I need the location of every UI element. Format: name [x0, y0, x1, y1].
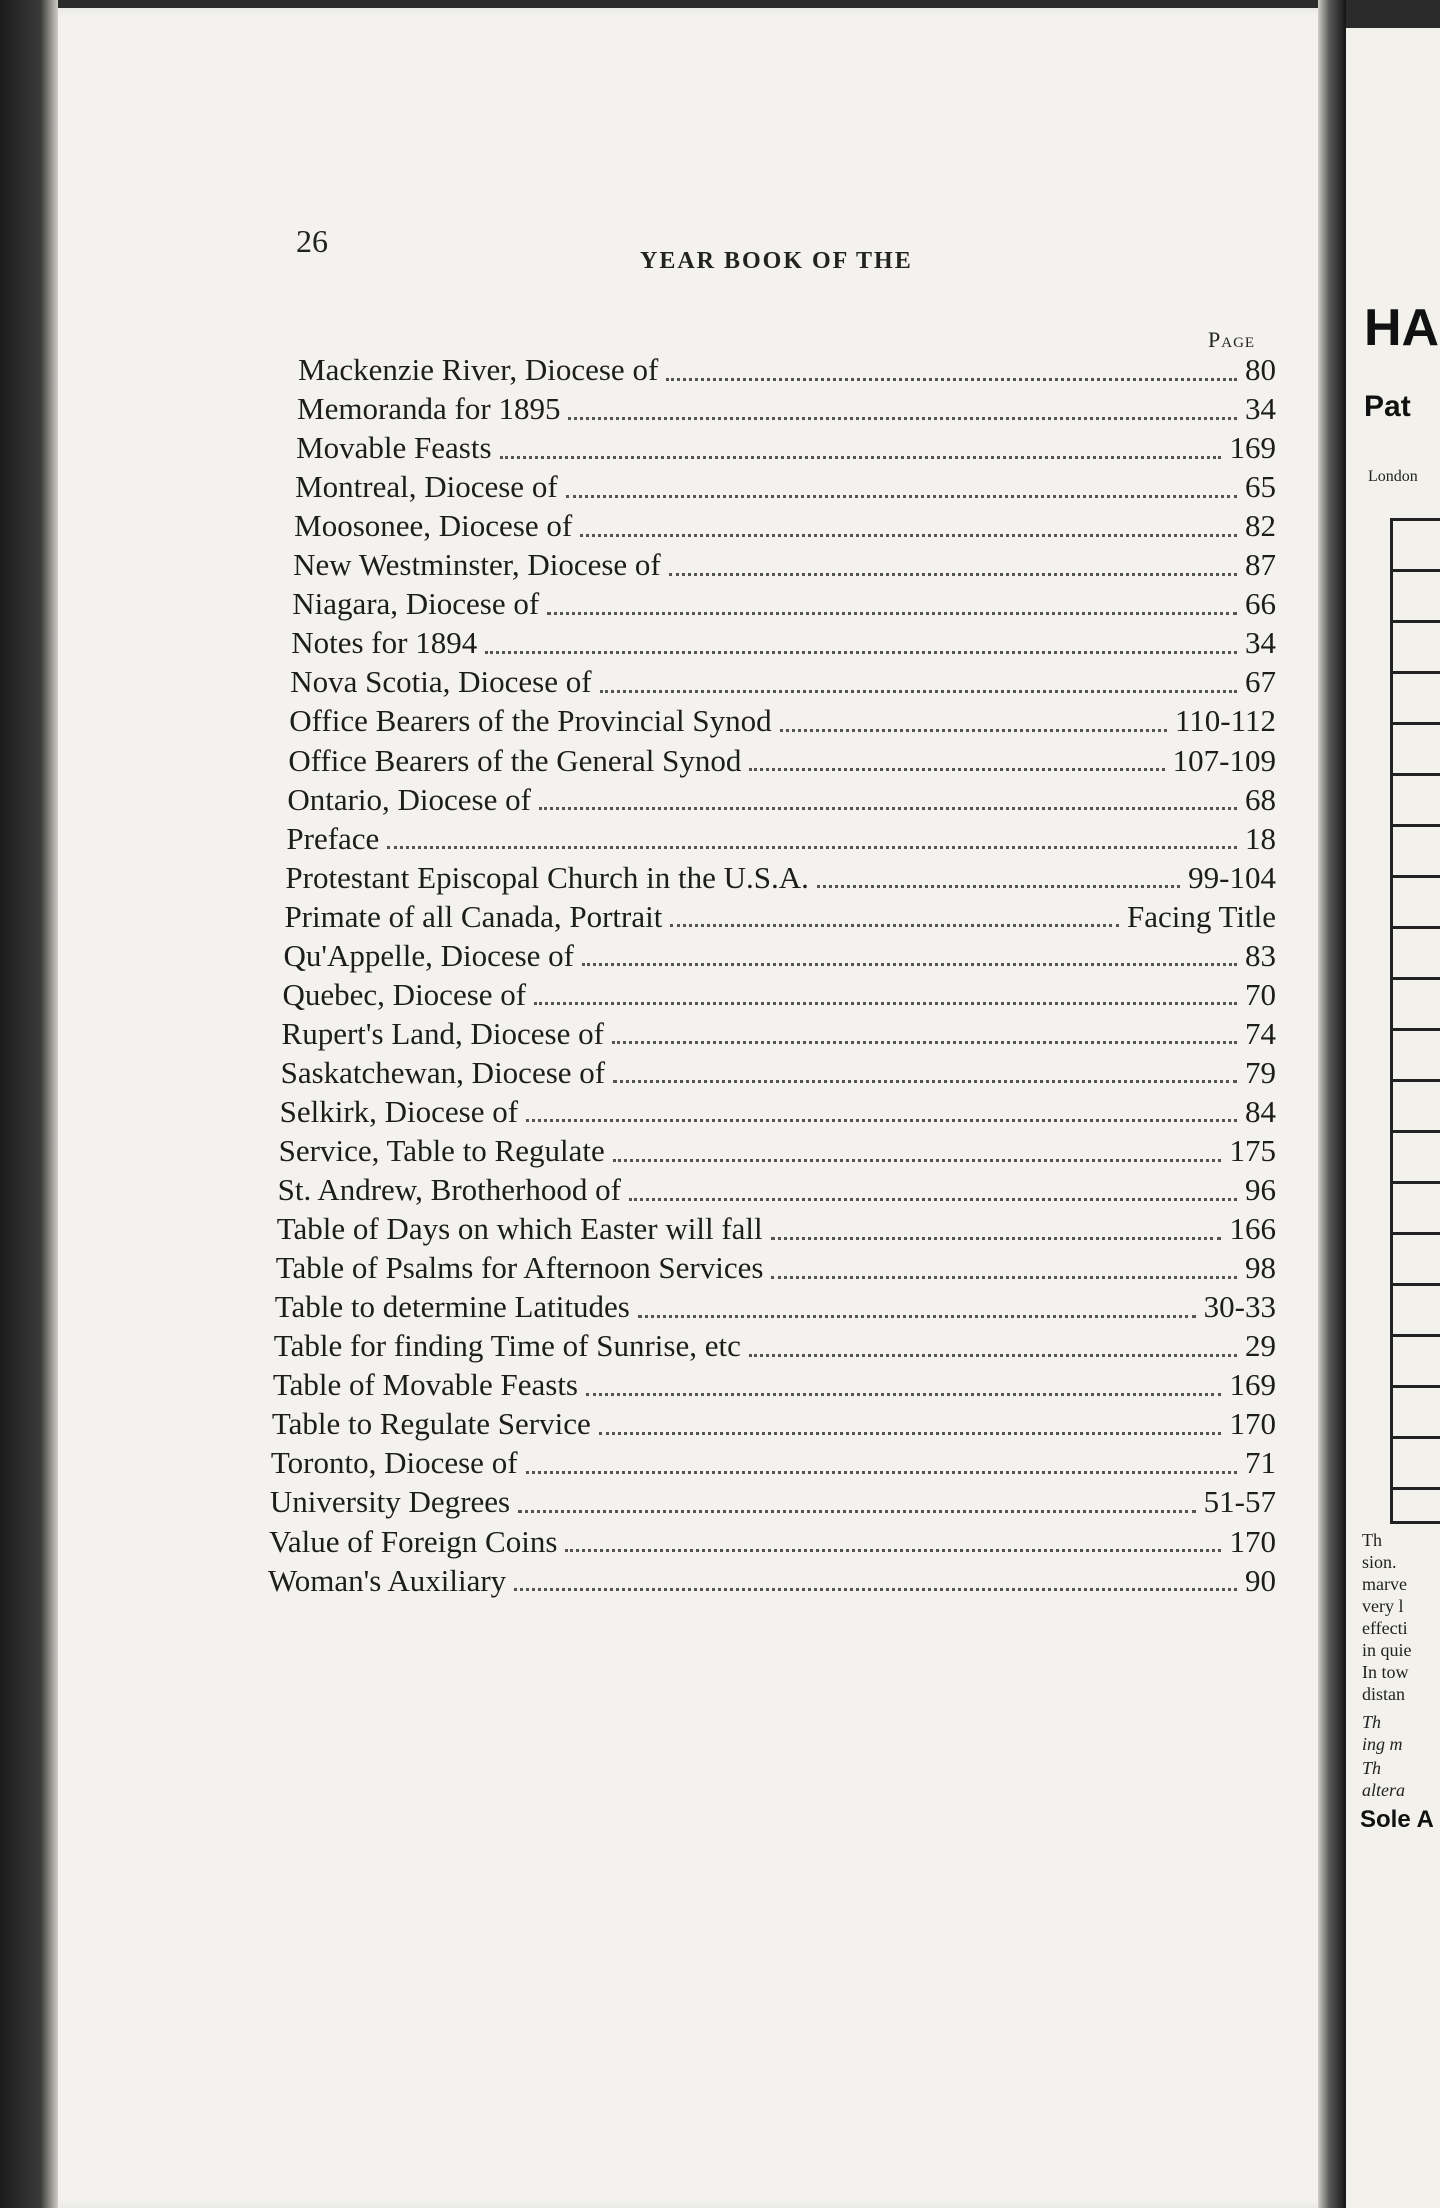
index-entry-page: 107-109 [1172, 742, 1276, 778]
index-entry-page: 87 [1244, 547, 1276, 583]
index-entry-label: University Degrees [269, 1484, 511, 1520]
index-entry [295, 469, 1276, 507]
dot-leader [817, 885, 1180, 888]
facing-page-text-line: Th [1362, 1530, 1382, 1550]
facing-page [1346, 28, 1440, 2208]
dot-leader [670, 924, 1119, 927]
dot-leader [612, 1041, 1237, 1044]
index-entry-label: Preface [286, 820, 380, 856]
dot-leader [568, 417, 1237, 420]
dot-leader [669, 573, 1237, 576]
index-entry-label: Office Bearers of the Provincial Synod [289, 703, 772, 739]
index-entry-page: 34 [1244, 625, 1276, 661]
index-entry-label: Table of Psalms for Afternoon Services [275, 1250, 764, 1286]
index-entry-page: 79 [1244, 1054, 1276, 1090]
index-entry-page: 67 [1244, 664, 1276, 700]
dot-leader [514, 1588, 1237, 1591]
index-entry-page: 66 [1244, 586, 1276, 622]
facing-page-text-line: distan [1362, 1684, 1405, 1704]
dot-leader [613, 1080, 1237, 1083]
index-entry [291, 625, 1276, 663]
index-entry [283, 938, 1276, 976]
running-head: YEAR BOOK OF THE [640, 248, 913, 274]
index-entry-page: 84 [1244, 1093, 1276, 1129]
index-entry-label: Moosonee, Diocese of [294, 508, 573, 544]
index-entry-label: St. Andrew, Brotherhood of [277, 1172, 621, 1208]
page-column-header: Page [1208, 327, 1256, 352]
dot-leader [629, 1198, 1237, 1201]
index-entry-page: 74 [1244, 1015, 1276, 1051]
index-entry [297, 391, 1276, 429]
dot-leader [749, 768, 1164, 771]
index-entry-label: Table of Movable Feasts [272, 1367, 578, 1403]
facing-page-text-line: ing m [1362, 1734, 1403, 1754]
index-entry-label: Ontario, Diocese of [287, 781, 531, 817]
index-entry [278, 1172, 1276, 1210]
index-entry [293, 547, 1276, 585]
index-entry-page: 170 [1229, 1406, 1276, 1442]
index-entry-page: 83 [1244, 937, 1276, 973]
index-entry-page: 96 [1244, 1172, 1276, 1208]
index-entry-label: Notes for 1894 [291, 625, 478, 661]
dot-leader [539, 807, 1237, 810]
index-entry-label: Saskatchewan, Diocese of [280, 1054, 606, 1090]
dot-leader [749, 1354, 1237, 1357]
index-entry [275, 1289, 1276, 1327]
dot-leader [566, 495, 1237, 498]
facing-page-text-line: in quie [1362, 1640, 1412, 1660]
index-entry [268, 1563, 1276, 1601]
facing-page-illustration [1390, 518, 1440, 1524]
index-entry [294, 508, 1276, 546]
facing-page-text-line: effecti [1362, 1618, 1408, 1638]
facing-page-footer: Sole A [1360, 1806, 1434, 1833]
index-entry-page: 30-33 [1203, 1289, 1276, 1325]
index-entry-page: 82 [1244, 508, 1276, 544]
index-entry [271, 1445, 1276, 1483]
index-entry [296, 430, 1276, 468]
facing-page-subtitle: Pat [1364, 390, 1411, 423]
index-entry-page: 169 [1229, 1367, 1276, 1403]
index-entry-label: Primate of all Canada, Portrait [284, 898, 663, 934]
facing-page-text-line: Th [1362, 1758, 1382, 1778]
facing-page-title: HA [1364, 299, 1440, 357]
index-entry-label: Rupert's Land, Diocese of [281, 1015, 604, 1051]
dot-leader [387, 846, 1237, 849]
index-entry [277, 1211, 1276, 1249]
index-entry-label: New Westminster, Diocese of [293, 547, 661, 583]
index-entry [270, 1484, 1276, 1522]
index-entry-page: 175 [1229, 1133, 1276, 1168]
dot-leader [771, 1237, 1222, 1240]
dot-leader [666, 378, 1237, 381]
index-entry [269, 1524, 1276, 1562]
index-entry-page: 34 [1244, 391, 1276, 427]
index-entry-label: Quebec, Diocese of [282, 976, 527, 1012]
page-number: 26 [296, 223, 328, 259]
index-entry-label: Nova Scotia, Diocese of [290, 664, 592, 700]
dot-leader [565, 1549, 1221, 1552]
dot-leader [780, 729, 1167, 732]
index-entry-label: Office Bearers of the General Synod [288, 742, 742, 778]
dot-leader [500, 456, 1222, 459]
index-entry-label: Movable Feasts [296, 430, 492, 466]
index-entry-page: 68 [1244, 781, 1276, 817]
dot-leader [547, 612, 1237, 615]
dot-leader [586, 1393, 1221, 1396]
index-entry [284, 899, 1276, 937]
index-entry-page: 166 [1229, 1211, 1276, 1247]
index-entry [282, 1016, 1276, 1054]
facing-page-text-line: marve [1362, 1574, 1407, 1594]
index-entry-page: 169 [1229, 430, 1276, 466]
index-entry [272, 1406, 1276, 1444]
index-entry [280, 1094, 1276, 1132]
index-entry [283, 977, 1276, 1015]
index-entry-label: Mackenzie River, Diocese of [298, 352, 659, 387]
dot-leader [526, 1119, 1237, 1122]
dot-leader [534, 1002, 1237, 1005]
dot-leader [580, 534, 1237, 537]
dot-leader [518, 1510, 1196, 1513]
index-entry-page: 18 [1244, 820, 1276, 856]
index-entry-label: Qu'Appelle, Diocese of [283, 937, 574, 973]
index-entry-page: Facing Title [1126, 898, 1276, 934]
dot-leader [771, 1276, 1237, 1279]
facing-page-text-line: In tow [1362, 1662, 1409, 1682]
index-entry [288, 743, 1276, 781]
index-entry-label: Service, Table to Regulate [278, 1133, 605, 1168]
dot-leader [600, 690, 1237, 693]
index-entry [289, 703, 1276, 741]
index-entry-label: Table to determine Latitudes [274, 1289, 630, 1325]
index-entry [273, 1367, 1276, 1405]
index-entry-page: 51-57 [1203, 1484, 1276, 1520]
facing-page-location: London [1368, 468, 1418, 485]
index-entry-page: 65 [1244, 469, 1276, 505]
dot-leader [485, 651, 1237, 654]
book-gutter [1318, 0, 1346, 2208]
index-entry-page: 29 [1244, 1328, 1276, 1364]
index-entry-label: Niagara, Diocese of [292, 586, 540, 622]
index-entry [287, 782, 1276, 820]
index-entry-label: Protestant Episcopal Church in the U.S.A. [285, 859, 809, 895]
index-entry [290, 664, 1276, 702]
facing-page-text-line: sion. [1362, 1552, 1397, 1572]
index-entry-label: Memoranda for 1895 [297, 391, 561, 427]
index-entry-label: Table to Regulate Service [271, 1406, 591, 1442]
dot-leader [638, 1315, 1196, 1318]
index-entry-page: 71 [1244, 1445, 1276, 1481]
dot-leader [582, 963, 1237, 966]
index-entry-label: Value of Foreign Coins [268, 1523, 558, 1559]
index-entry-page: 99-104 [1188, 859, 1276, 895]
index-entry-page: 110-112 [1174, 703, 1276, 739]
index-entry-page: 80 [1245, 352, 1276, 387]
index-entry-label: Woman's Auxiliary [268, 1562, 507, 1598]
index-entry-page: 90 [1245, 1562, 1276, 1598]
facing-page-text-line: altera [1362, 1780, 1405, 1800]
index-entry-page: 70 [1244, 976, 1276, 1012]
dot-leader [599, 1432, 1222, 1435]
index-entry [285, 860, 1276, 898]
index-entry-label: Toronto, Diocese of [270, 1445, 518, 1481]
dot-leader [613, 1159, 1222, 1162]
facing-page-text-line: very l [1362, 1596, 1404, 1616]
index-entry [292, 586, 1276, 624]
facing-page-text-line: Th [1362, 1712, 1382, 1732]
dot-leader [526, 1471, 1237, 1474]
index-entry-label: Montreal, Diocese of [295, 469, 558, 505]
index-entry-label: Selkirk, Diocese of [279, 1093, 519, 1129]
index-entry-page: 170 [1229, 1523, 1276, 1559]
index-entry-page: 98 [1244, 1250, 1276, 1286]
index-entry [286, 821, 1276, 859]
index-entry [298, 352, 1276, 390]
index-entry-label: Table of Days on which Easter will fall [276, 1211, 763, 1247]
index-entry [274, 1328, 1276, 1366]
index-entry [281, 1055, 1276, 1093]
index-entry [276, 1250, 1276, 1288]
index-entry-label: Table for finding Time of Sunrise, etc [273, 1328, 741, 1364]
index-entry [279, 1133, 1276, 1171]
